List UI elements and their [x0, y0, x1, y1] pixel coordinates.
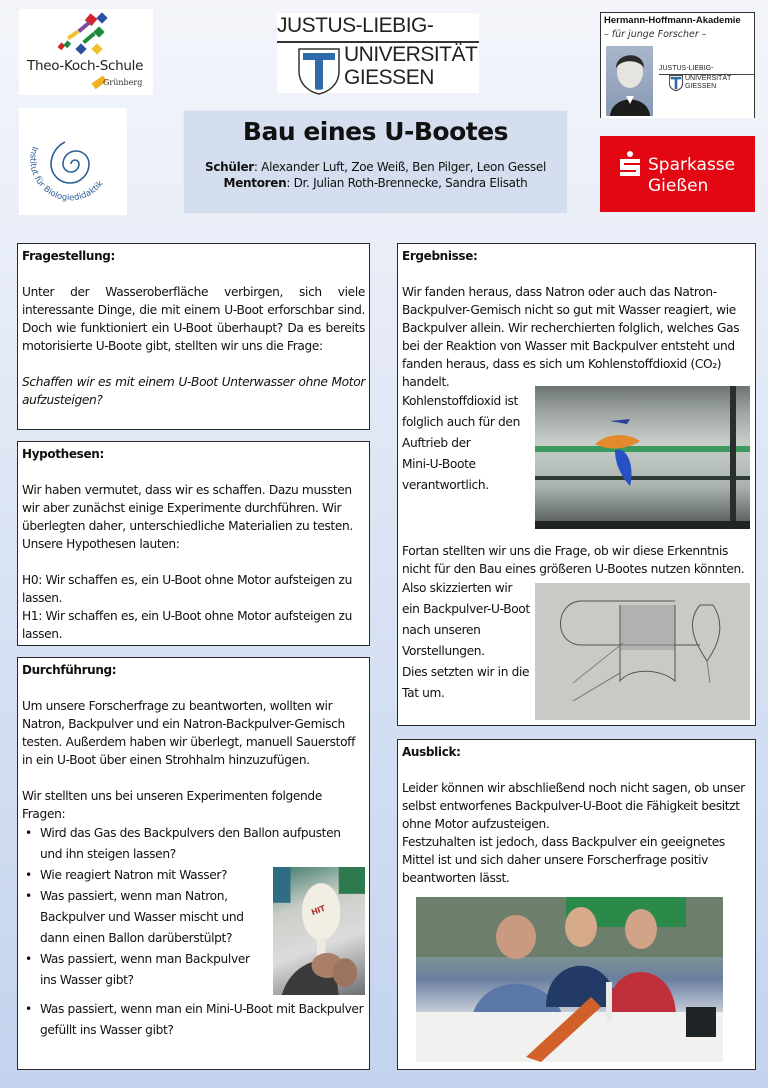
experiment-questions-list-continued — [22, 865, 365, 991]
jlu-line3: GIESSEN — [344, 66, 434, 89]
jlu-line1: JUSTUS-LIEBIG- — [277, 14, 434, 37]
portrait-image — [606, 46, 653, 116]
hypothesis-h1: H1: Wir schaffen es, ein U-Boot ohne Motor aufsteigen zu lassen. — [22, 609, 352, 641]
text-line: Dies setzten wir in die — [402, 665, 530, 679]
hypothesis-h0: H0: Wir schaffen es, ein U-Boot ohne Motor aufsteigen zu lassen. — [22, 573, 352, 605]
submarine-sketch — [535, 583, 750, 720]
research-question: Schaffen wir es mit einem U-Boot Unterwasser ohne Motor aufzusteigen? — [22, 375, 365, 407]
hha-jlu-line1: JUSTUS-LIEBIG- — [659, 65, 714, 72]
durchfuehrung-body: Um unsere Forscherfrage zu beantworten, wollten wir Natron, Backpulver und ein Natron-Backpulver-Gemisch testen. Außerdem haben wir überlegt, manuell Sauerstoff in ein U-Boot über einen Strohhalm hinzuzufügen. — [22, 699, 356, 767]
theo-koch-name: Theo-Koch-Schule — [27, 58, 144, 74]
hermann-hoffmann-akademie-logo — [600, 12, 755, 118]
jlu-logo — [277, 13, 479, 93]
ergebnisse-heading: Ergebnisse: — [402, 249, 478, 263]
text-line: Mini-U-Boote — [402, 457, 476, 471]
text-line: nach unseren — [402, 623, 481, 637]
hha-jlu-line2: UNIVERSITÄT — [685, 75, 732, 82]
mentors-label: Mentoren — [223, 176, 287, 190]
hypothesen-heading: Hypothesen: — [22, 447, 104, 461]
hha-jlu-line3: GIESSEN — [685, 83, 717, 90]
text-line: Also skizzierten wir — [402, 581, 513, 595]
list-item: • Wie reagiert Natron mit Wasser? — [22, 865, 365, 886]
mentors-line — [184, 175, 567, 191]
students-line — [184, 159, 567, 175]
text-line: Tat um. — [402, 686, 445, 700]
hha-subtitle: – für junge Forscher – — [604, 29, 707, 40]
list-item: • Was passiert, wenn man Backpulver ins Wasser gibt? — [22, 949, 365, 991]
ausblick-body2: Festzuhalten ist jedoch, dass Backpulver ein geeignetes Mittel ist und sich daher unsere Forscherfrage positiv beantworten lässt. — [402, 835, 725, 885]
spiral-icon — [19, 108, 127, 215]
water-tank-photo — [535, 386, 750, 529]
ergebnisse-body1: Wir fanden heraus, dass Natron oder auch das Natron-Backpulver-Gemisch nicht so gut mit Wasser reagiert, wie Backpulver allein. Wir recherchierten folglich, welches Gas bei der Reaktion von Wasser mit Backpulver entsteht und fanden heraus, dass es sich um Kohlenstoffdioxid (CO₂) handelt. — [402, 285, 740, 389]
text-line: Kohlenstoffdioxid ist — [402, 394, 518, 408]
students-building-photo — [416, 897, 723, 1062]
students-label: Schüler — [204, 160, 254, 174]
sparkasse-logo — [600, 136, 755, 212]
durchfuehrung-intro: Wir stellten uns bei unseren Experimenten folgende Fragen: — [22, 789, 322, 821]
durchfuehrung-panel — [17, 657, 370, 1070]
durchfuehrung-heading: Durchführung: — [22, 663, 117, 677]
experiment-questions-list-final — [22, 999, 365, 1041]
ausblick-panel — [397, 739, 756, 1070]
mini-jlu-shield-icon — [669, 75, 683, 91]
list-item: • Was passiert, wenn man ein Mini-U-Boot mit Backpulver gefüllt ins Wasser gibt? — [22, 999, 365, 1041]
fragestellung-body: Unter der Wasseroberfläche verbirgen, sich viele interessante Dinge, die mit einem U-Boot erforschbar sind. Doch wie funktioniert ein U-Boot überhaupt? Da es bereits motorisierte U-Boote gibt, stellten wir uns die Frage: — [22, 285, 365, 353]
hypothesen-panel — [17, 441, 370, 646]
title-box — [183, 110, 568, 214]
ergebnisse-panel — [397, 243, 756, 726]
ausblick-body1: Leider können wir abschließend noch nicht sagen, ob unser selbst entworfenes Backpulver-U-Boot die Fähigkeit besitzt ohne Motor aufzusteigen. — [402, 781, 745, 831]
fragestellung-heading: Fragestellung: — [22, 249, 115, 263]
ergebnisse-body3: Fortan stellten wir uns die Frage, ob wir diese Erkenntnis nicht für den Bau eines größeren U-Bootes nutzen könnten. — [402, 544, 745, 576]
sparkasse-line2: Gießen — [648, 176, 709, 196]
mentors-names: : Dr. Julian Roth-Brennecke, Sandra Elisath — [286, 176, 528, 190]
fragestellung-panel — [17, 243, 370, 430]
biology-institute-text: Institut für Biologiedidaktik — [27, 144, 106, 204]
theo-koch-town: Grünberg — [103, 78, 143, 87]
text-line: Vorstellungen. — [402, 644, 485, 658]
hypothesen-body: Wir haben vermutet, dass wir es schaffen. Dazu mussten wir aber zunächst einige Experimente durchführen. Wir überlegten daher, unterschiedliche Materialien zu testen. Unsere Hypothesen lauten: — [22, 483, 353, 551]
text-line: ein Backpulver-U-Boot — [402, 602, 530, 616]
text-line: verantwortlich. — [402, 478, 489, 492]
sparkasse-s-icon — [619, 151, 641, 177]
experiment-questions-block — [22, 823, 365, 1041]
text-line: folglich auch für den — [402, 415, 520, 429]
hha-title: Hermann-Hoffmann-Akademie — [604, 15, 741, 26]
theo-koch-schule-logo — [19, 9, 153, 95]
text-line: Auftrieb der — [402, 436, 471, 450]
students-names: : Alexander Luft, Zoe Weiß, Ben Pilger, Leon Gessel — [253, 160, 547, 174]
experiment-questions-list — [22, 823, 365, 865]
poster-title: Bau eines U-Bootes — [242, 117, 509, 146]
biology-institute-logo — [19, 108, 127, 215]
list-item: • Was passiert, wenn man Natron, Backpulver und Wasser mischt und dann einen Ballon darüberstülpt? — [22, 886, 365, 949]
sparkasse-line1: Sparkasse — [648, 155, 736, 175]
jlu-line2: UNIVERSITÄT — [344, 43, 478, 66]
ausblick-heading: Ausblick: — [402, 745, 461, 759]
jlu-shield-icon — [298, 47, 340, 95]
balloon-print: HIT — [310, 903, 327, 918]
list-item: • Wird das Gas des Backpulvers den Ballon aufpusten und ihn steigen lassen? — [22, 823, 365, 865]
